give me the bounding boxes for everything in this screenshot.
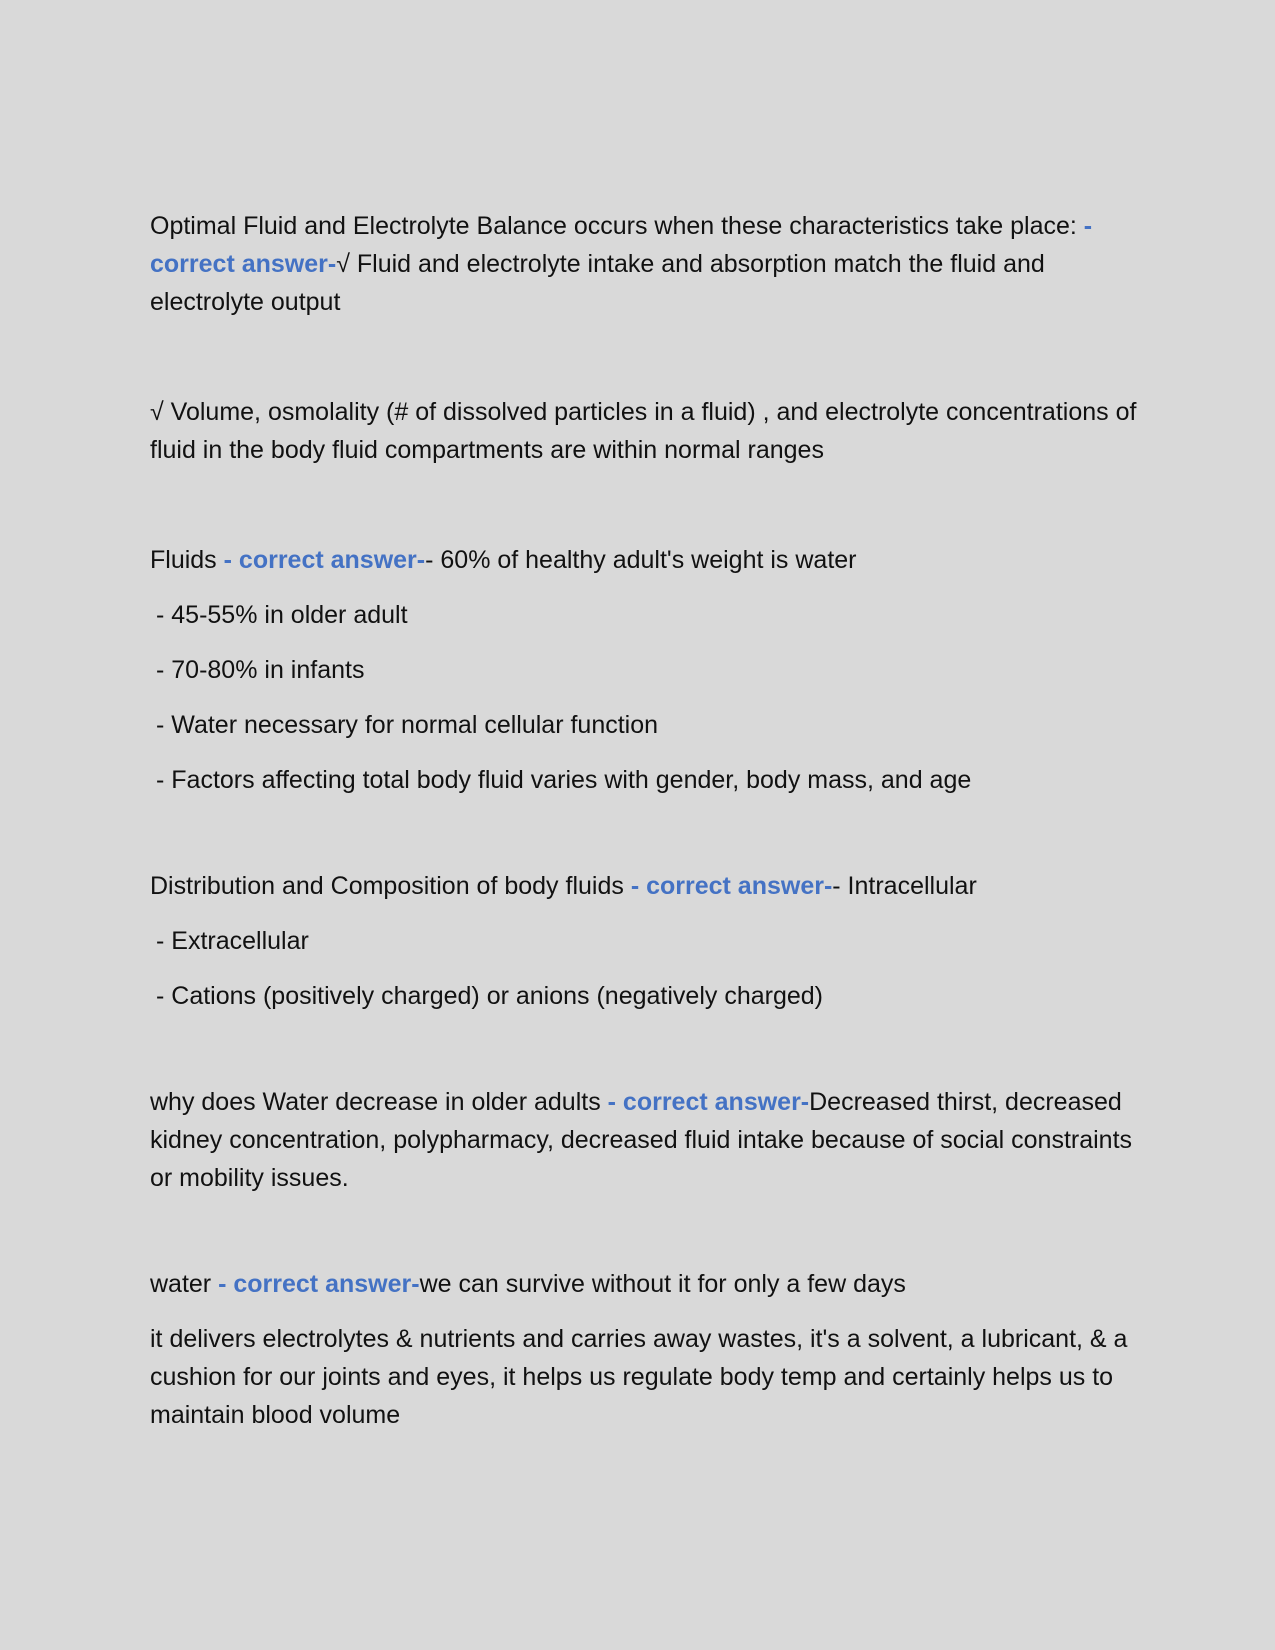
question-text: Optimal Fluid and Electrolyte Balance occurs when these characteristics take place: — [150, 212, 1084, 240]
answer-continuation: it delivers electrolytes & nutrients and carries away wastes, it's a solvent, a lubricant, & a cushion for our joints and eyes, it helps us regulate body temp and certainly helps us to maintain blood volume — [150, 1325, 1128, 1429]
correct-answer-marker: - correct answer- — [607, 1088, 810, 1116]
answer-text: √ Fluid and electrolyte intake and absorption match the fluid and electrolyte output — [150, 250, 1045, 316]
correct-answer-marker: - correct answer- — [223, 546, 426, 574]
qa-entry-balance — [150, 207, 1140, 321]
answer-text: we can survive without it for only a few days — [419, 1270, 906, 1298]
bullet-item: - Factors affecting total body fluid varies with gender, body mass, and age — [156, 766, 972, 794]
correct-answer-marker: - correct answer- — [630, 872, 833, 900]
answer-text: Decreased thirst, decreased kidney concentration, polypharmacy, decreased fluid intake because of social constraints or mobility issues. — [150, 1088, 1133, 1192]
bullet-item: - Water necessary for normal cellular function — [156, 711, 659, 739]
question-text: Distribution and Composition of body fluids — [150, 872, 631, 900]
answer-text: - 60% of healthy adult's weight is water — [425, 546, 857, 574]
bullet-item: - 45-55% in older adult — [156, 601, 408, 629]
question-text: Fluids — [150, 546, 224, 574]
qa-entry-older-adults — [150, 1083, 1140, 1197]
answer-text: √ Volume, osmolality (# of dissolved particles in a fluid) , and electrolyte concentrations of fluid in the body fluid compartments are within normal ranges — [150, 398, 1137, 464]
answer-text: - Intracellular — [832, 872, 977, 900]
qa-entry-balance-continued — [150, 393, 1140, 469]
document-page — [150, 207, 1140, 1434]
qa-entry-water — [150, 1265, 1140, 1303]
question-text: water — [150, 1270, 219, 1298]
bullet-item: - 70-80% in infants — [156, 656, 365, 684]
qa-entry-distribution — [150, 867, 1140, 905]
qa-entry-fluids — [150, 541, 1140, 579]
question-text: why does Water decrease in older adults — [150, 1088, 608, 1116]
bullet-item: - Extracellular — [156, 927, 309, 955]
correct-answer-marker: - correct answer- — [218, 1270, 420, 1298]
bullet-item: - Cations (positively charged) or anions (negatively charged) — [156, 982, 823, 1010]
correct-answer-marker: - correct answer- — [150, 212, 1093, 278]
